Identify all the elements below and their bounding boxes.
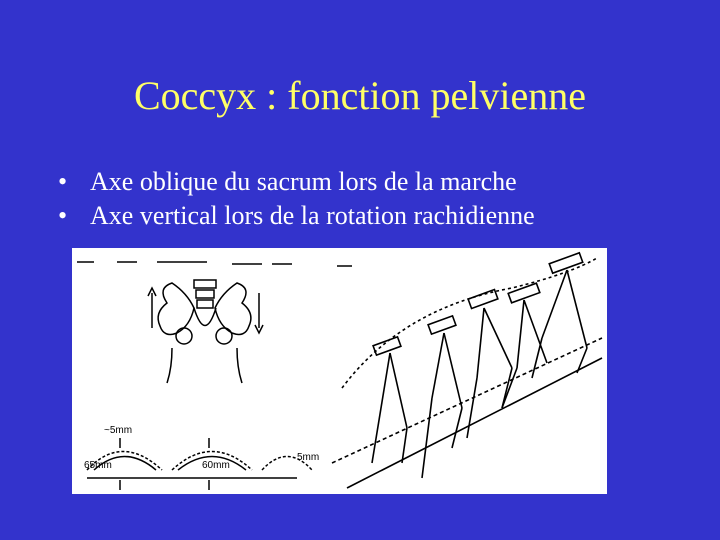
bullet-text: Axe vertical lors de la rotation rachidienne [90, 201, 535, 230]
gait-illustration [72, 248, 607, 494]
bullet-item [58, 165, 698, 199]
walking-frames [332, 253, 602, 488]
step-arches [87, 438, 312, 490]
bullet-item [58, 199, 698, 233]
bullet-text: Axe oblique du sacrum lors de la marche [90, 167, 517, 196]
label-middle: 60mm [202, 460, 230, 471]
bullet-list [58, 165, 698, 233]
scan-line-fragments [77, 262, 352, 266]
bullet-dot: • [58, 167, 68, 196]
label-top-left: ~5mm [104, 425, 133, 436]
bullet-dot: • [58, 201, 68, 230]
pelvis-icon [148, 280, 263, 383]
label-right: 5mm [297, 452, 320, 463]
gait-illustration-drawing [72, 248, 607, 494]
label-left: 65mm [84, 460, 112, 471]
slide-title: Coccyx : fonction pelvienne [133, 73, 587, 118]
